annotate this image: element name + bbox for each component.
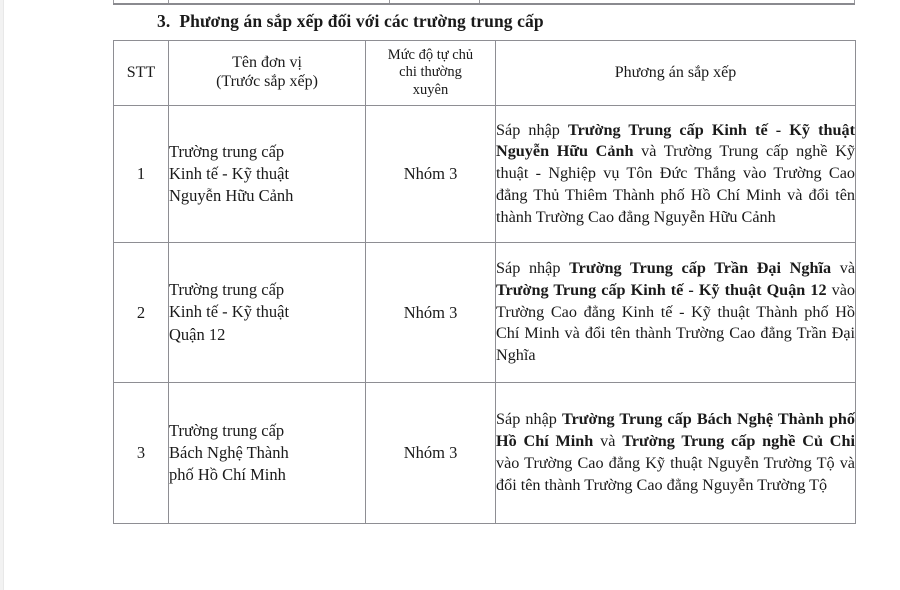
cell-autonomy-level: Nhóm 3 (366, 243, 496, 383)
section-heading (157, 11, 544, 32)
prev-table-divider-3 (479, 0, 480, 3)
column-header-autonomy-level-line2: chi thường (399, 64, 462, 81)
column-header-unit-name-line2: (Trước sắp xếp) (216, 73, 318, 90)
cell-arrangement-plan: Sáp nhập Trường Trung cấp Trần Đại Nghĩa và Trường Trung cấp Kinh tế - Kỹ thuật Quận 12 vào Trường Cao đẳng Kinh tế - Kỹ thuật Thành phố Hồ Chí Minh và đổi tên thành Trường Cao đẳng Trần Đại Nghĩa (496, 243, 856, 383)
cell-unit-name (169, 243, 366, 383)
prev-table-divider-1 (168, 0, 169, 3)
cell-unit-name-line2: Kinh tế - Kỹ thuật (169, 302, 290, 322)
table-header-row (114, 41, 856, 106)
cell-unit-name-line3: Quận 12 (169, 324, 226, 344)
section-heading-text: Phương án sắp xếp đối với các trường trung cấp (179, 11, 544, 31)
previous-table-bottom-edge (113, 0, 855, 5)
cell-unit-name-line2: Kinh tế - Kỹ thuật (169, 163, 290, 183)
prev-table-divider-left (113, 0, 114, 3)
cell-unit-name-line3: Nguyễn Hữu Cảnh (169, 186, 294, 206)
cell-unit-name-line1: Trường trung cấp (169, 141, 285, 161)
cell-unit-name-line3: phố Hồ Chí Minh (169, 465, 286, 485)
prev-table-divider-right (854, 0, 855, 3)
cell-autonomy-level: Nhóm 3 (366, 383, 496, 524)
cell-unit-name-line2: Bách Nghệ Thành (169, 442, 289, 462)
cell-stt: 3 (114, 383, 169, 524)
table-row (114, 243, 856, 383)
column-header-autonomy-level-line1: Mức độ tự chủ (387, 46, 474, 63)
cell-unit-name-line1: Trường trung cấp (169, 420, 285, 440)
cell-stt: 1 (114, 106, 169, 243)
column-header-autonomy-level-line3: xuyên (412, 81, 449, 98)
column-header-arrangement-plan: Phương án sắp xếp (496, 41, 856, 106)
cell-stt: 2 (114, 243, 169, 383)
cell-unit-name (169, 106, 366, 243)
cell-autonomy-level: Nhóm 3 (366, 106, 496, 243)
table-row (114, 383, 856, 524)
cell-unit-name (169, 383, 366, 524)
column-header-unit-name (169, 41, 366, 106)
column-header-unit-name-line1: Tên đơn vị (232, 54, 302, 72)
page-left-margin-edge (0, 0, 4, 590)
cell-arrangement-plan: Sáp nhập Trường Trung cấp Bách Nghệ Thành phố Hồ Chí Minh và Trường Trung cấp nghề Củ Chi vào Trường Cao đẳng Kỹ thuật Nguyễn Trường Tộ và đổi tên thành Trường Cao đẳng Nguyễn Trường Tộ (496, 383, 856, 524)
table-row (114, 106, 856, 243)
table-body (114, 106, 856, 524)
cell-unit-name-line1: Trường trung cấp (169, 280, 285, 300)
cell-arrangement-plan: Sáp nhập Trường Trung cấp Kinh tế - Kỹ thuật Nguyễn Hữu Cảnh và Trường Trung cấp nghề Kỹ thuật - Nghiệp vụ Tôn Đức Thắng vào Trường Cao đẳng Thủ Thiêm Thành phố Hồ Chí Minh và đổi tên thành Trường Cao đẳng Nguyễn Hữu Cảnh (496, 106, 856, 243)
column-header-stt: STT (114, 41, 169, 106)
section-heading-number: 3. (157, 11, 171, 31)
prev-table-divider-2 (389, 0, 390, 3)
column-header-autonomy-level (366, 41, 496, 106)
arrangement-plan-table (113, 40, 856, 524)
